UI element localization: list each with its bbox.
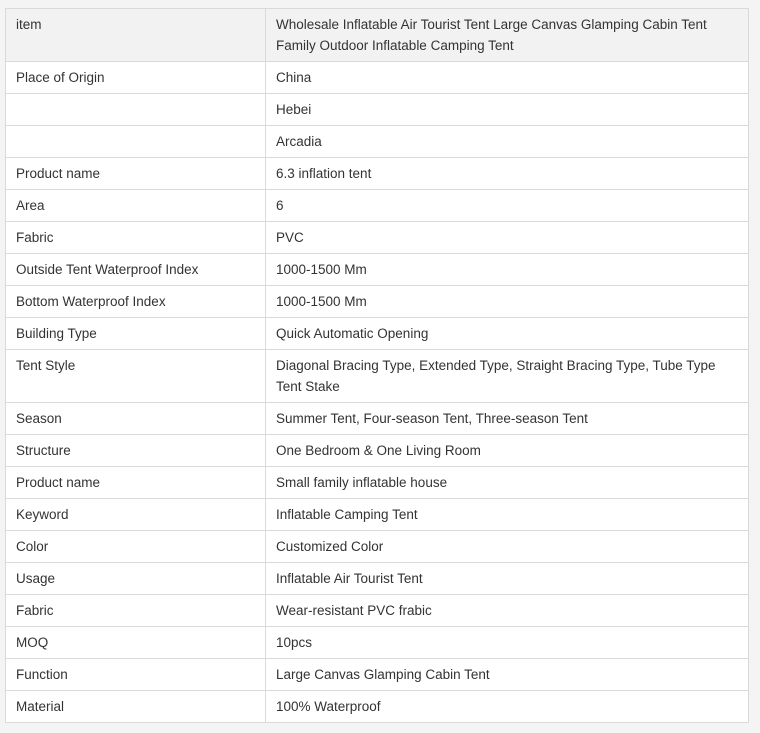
header-value-cell: Wholesale Inflatable Air Tourist Tent Large Canvas Glamping Cabin Tent Family Outdoor Inflatable Camping Tent: [266, 9, 749, 62]
table-row: [6, 595, 749, 627]
row-value-cell: China: [266, 62, 749, 94]
row-value-cell: Quick Automatic Opening: [266, 318, 749, 350]
row-value-cell: 100% Waterproof: [266, 691, 749, 723]
row-value-cell: 10pcs: [266, 627, 749, 659]
table-row: [6, 318, 749, 350]
row-key-cell: Function: [6, 659, 266, 691]
table-row: [6, 499, 749, 531]
table-row: [6, 62, 749, 94]
row-value-cell: 1000-1500 Mm: [266, 286, 749, 318]
row-value-cell: PVC: [266, 222, 749, 254]
row-value-cell: Arcadia: [266, 126, 749, 158]
row-key-cell: Place of Origin: [6, 62, 266, 94]
row-key-cell: Material: [6, 691, 266, 723]
table-row: [6, 254, 749, 286]
row-value-cell: One Bedroom & One Living Room: [266, 435, 749, 467]
table-row: [6, 531, 749, 563]
table-row: [6, 190, 749, 222]
table-row: [6, 158, 749, 190]
table-row: [6, 435, 749, 467]
header-key-cell: item: [6, 9, 266, 62]
row-key-cell: [6, 94, 266, 126]
table-row: [6, 350, 749, 403]
row-value-cell: Diagonal Bracing Type, Extended Type, Straight Bracing Type, Tube Type Tent Stake: [266, 350, 749, 403]
row-value-cell: Large Canvas Glamping Cabin Tent: [266, 659, 749, 691]
row-value-cell: Hebei: [266, 94, 749, 126]
table-row: [6, 286, 749, 318]
row-key-cell: Season: [6, 403, 266, 435]
row-value-cell: Customized Color: [266, 531, 749, 563]
table-row: [6, 691, 749, 723]
row-key-cell: Product name: [6, 467, 266, 499]
row-key-cell: Color: [6, 531, 266, 563]
row-value-cell: Wear-resistant PVC frabic: [266, 595, 749, 627]
table-row: [6, 659, 749, 691]
row-key-cell: Product name: [6, 158, 266, 190]
row-value-cell: 6: [266, 190, 749, 222]
row-key-cell: Building Type: [6, 318, 266, 350]
table-header-row: [6, 9, 749, 62]
table-row: [6, 126, 749, 158]
row-key-cell: Outside Tent Waterproof Index: [6, 254, 266, 286]
table-row: [6, 467, 749, 499]
row-key-cell: MOQ: [6, 627, 266, 659]
row-key-cell: Usage: [6, 563, 266, 595]
row-key-cell: Keyword: [6, 499, 266, 531]
row-key-cell: [6, 126, 266, 158]
row-key-cell: Fabric: [6, 222, 266, 254]
row-value-cell: 6.3 inflation tent: [266, 158, 749, 190]
product-spec-table: [5, 8, 749, 723]
row-key-cell: Structure: [6, 435, 266, 467]
row-key-cell: Tent Style: [6, 350, 266, 403]
table-row: [6, 563, 749, 595]
table-row: [6, 627, 749, 659]
row-key-cell: Bottom Waterproof Index: [6, 286, 266, 318]
table-row: [6, 403, 749, 435]
row-value-cell: Summer Tent, Four-season Tent, Three-season Tent: [266, 403, 749, 435]
row-value-cell: Inflatable Camping Tent: [266, 499, 749, 531]
row-key-cell: Fabric: [6, 595, 266, 627]
row-value-cell: Inflatable Air Tourist Tent: [266, 563, 749, 595]
table-row: [6, 222, 749, 254]
row-value-cell: 1000-1500 Mm: [266, 254, 749, 286]
table-row: [6, 94, 749, 126]
row-value-cell: Small family inflatable house: [266, 467, 749, 499]
row-key-cell: Area: [6, 190, 266, 222]
